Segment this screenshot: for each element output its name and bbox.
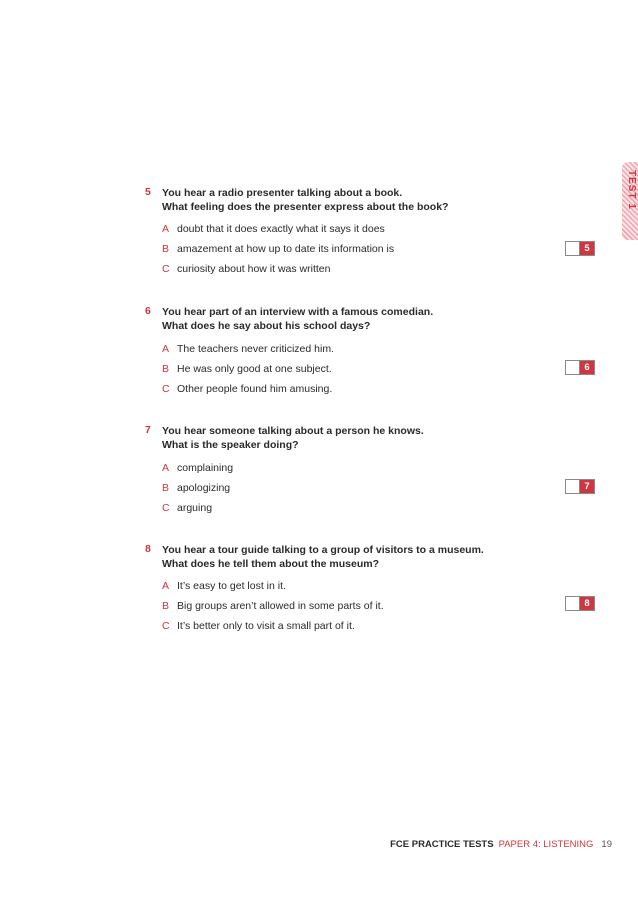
question-stem-line2: What does he tell them about the museum? xyxy=(162,558,380,570)
option-text: It’s better only to visit a small part of it. xyxy=(177,620,355,632)
option-c[interactable] xyxy=(162,620,355,633)
question-stem-line1: You hear someone talking about a person he knows. xyxy=(162,425,424,437)
option-c[interactable] xyxy=(162,263,330,276)
option-letter: A xyxy=(162,580,170,592)
test-tab-label: TEST 1 xyxy=(626,170,637,210)
answer-blank[interactable] xyxy=(566,480,580,493)
option-a[interactable] xyxy=(162,223,385,236)
option-text: The teachers never criticized him. xyxy=(177,343,334,355)
option-letter: C xyxy=(162,502,170,514)
answer-box-number: 6 xyxy=(580,361,594,374)
option-letter: A xyxy=(162,462,170,474)
page-number: 19 xyxy=(601,839,612,850)
answer-blank[interactable] xyxy=(566,361,580,374)
test-tab xyxy=(622,162,638,240)
option-text: doubt that it does exactly what it says it does xyxy=(177,223,385,235)
option-b[interactable] xyxy=(162,363,332,376)
option-text: curiosity about how it was written xyxy=(177,263,331,275)
option-text: It’s easy to get lost in it. xyxy=(177,580,286,592)
answer-box-7[interactable] xyxy=(565,479,595,494)
answer-box-number: 5 xyxy=(580,242,594,255)
option-text: Other people found him amusing. xyxy=(177,383,333,395)
question-number: 6 xyxy=(145,305,151,317)
option-letter: A xyxy=(162,343,170,355)
question-stem xyxy=(162,305,433,333)
answer-box-5[interactable] xyxy=(565,241,595,256)
answer-box-6[interactable] xyxy=(565,360,595,375)
option-letter: C xyxy=(162,263,170,275)
option-b[interactable] xyxy=(162,243,394,256)
option-text: He was only good at one subject. xyxy=(177,363,332,375)
option-letter: B xyxy=(162,243,170,255)
question-number: 5 xyxy=(145,186,151,198)
option-b[interactable] xyxy=(162,600,384,613)
footer-series-title: FCE PRACTICE TESTS xyxy=(390,839,494,850)
option-c[interactable] xyxy=(162,383,332,396)
option-c[interactable] xyxy=(162,502,212,515)
option-letter: C xyxy=(162,383,170,395)
page-footer xyxy=(390,839,612,850)
answer-blank[interactable] xyxy=(566,597,580,610)
question-stem-line1: You hear a radio presenter talking about a book. xyxy=(162,187,403,199)
option-b[interactable] xyxy=(162,482,230,495)
question-stem xyxy=(162,186,448,214)
option-text: complaining xyxy=(177,462,234,474)
option-a[interactable] xyxy=(162,462,233,475)
option-text: Big groups aren’t allowed in some parts of it. xyxy=(177,600,384,612)
answer-box-8[interactable] xyxy=(565,596,595,611)
answer-box-number: 8 xyxy=(580,597,594,610)
question-stem-line2: What does he say about his school days? xyxy=(162,320,371,332)
footer-section-title: PAPER 4: LISTENING xyxy=(498,839,594,850)
option-a[interactable] xyxy=(162,580,286,593)
option-letter: B xyxy=(162,363,170,375)
question-stem-line2: What feeling does the presenter express about the book? xyxy=(162,201,449,213)
option-text: arguing xyxy=(177,502,213,514)
question-stem xyxy=(162,543,484,571)
question-stem-line2: What is the speaker doing? xyxy=(162,439,299,451)
option-a[interactable] xyxy=(162,343,334,356)
question-stem xyxy=(162,424,424,452)
option-letter: B xyxy=(162,482,170,494)
option-letter: A xyxy=(162,223,170,235)
option-text: amazement at how up to date its information is xyxy=(177,243,395,255)
answer-box-number: 7 xyxy=(580,480,594,493)
option-letter: C xyxy=(162,620,170,632)
option-letter: B xyxy=(162,600,170,612)
question-stem-line1: You hear part of an interview with a famous comedian. xyxy=(162,306,434,318)
option-text: apologizing xyxy=(177,482,231,494)
question-number: 8 xyxy=(145,543,151,555)
answer-blank[interactable] xyxy=(566,242,580,255)
question-number: 7 xyxy=(145,424,151,436)
question-stem-line1: You hear a tour guide talking to a group of visitors to a museum. xyxy=(162,544,484,556)
